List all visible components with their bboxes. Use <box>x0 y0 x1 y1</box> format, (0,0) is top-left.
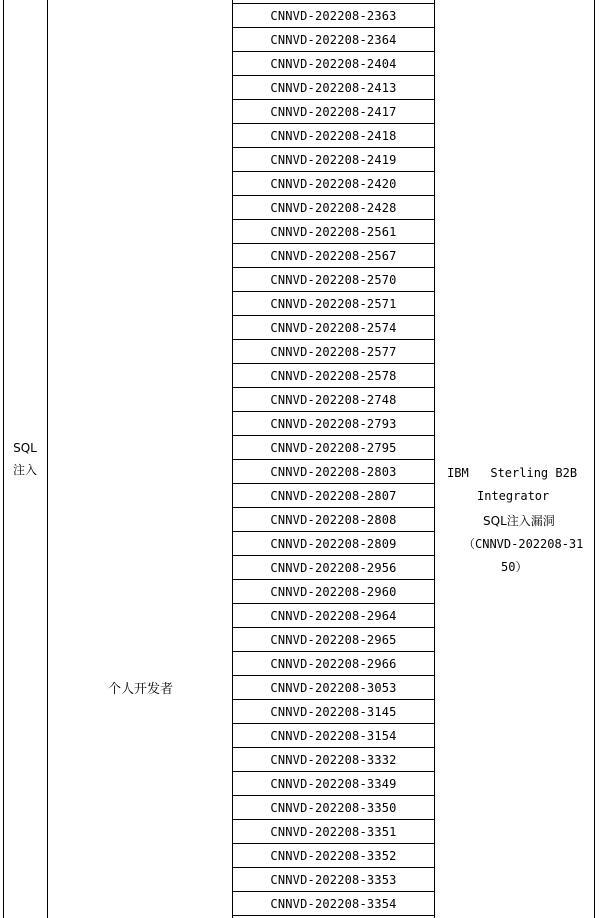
cnnvd-id-cell: CNNVD-202208-2807 <box>233 484 434 508</box>
cnnvd-id-cell: CNNVD-202208-2795 <box>233 436 434 460</box>
cnnvd-id-cell: CNNVD-202208-2803 <box>233 460 434 484</box>
cnnvd-id-cell: CNNVD-202208-2561 <box>233 220 434 244</box>
cnnvd-id-cell: CNNVD-202208-2418 <box>233 124 434 148</box>
cnnvd-id-cell: CNNVD-202208-2964 <box>233 604 434 628</box>
cnnvd-id-cell: CNNVD-202208-2404 <box>233 52 434 76</box>
cnnvd-id-cell: CNNVD-202208-3332 <box>233 748 434 772</box>
related-vuln-line: SQL注入漏洞 <box>483 514 555 528</box>
cnnvd-id-cell: CNNVD-202208-2419 <box>233 148 434 172</box>
cnnvd-id-cell: CNNVD-202208-2364 <box>233 28 434 52</box>
cnnvd-id-column <box>233 0 434 918</box>
cnnvd-id-cell: CNNVD-202208-2428 <box>233 196 434 220</box>
cnnvd-id-cell: CNNVD-202208-3351 <box>233 820 434 844</box>
cnnvd-id-cell: CNNVD-202208-2570 <box>233 268 434 292</box>
cnnvd-id-cell: CNNVD-202208-2578 <box>233 364 434 388</box>
related-vuln-cell <box>435 0 595 918</box>
cnnvd-id-cell: CNNVD-202208-2574 <box>233 316 434 340</box>
cnnvd-id-cell: CNNVD-202208-2420 <box>233 172 434 196</box>
cnnvd-id-cell: CNNVD-202208-2417 <box>233 100 434 124</box>
cnnvd-id-cell: CNNVD-202208-2966 <box>233 652 434 676</box>
cnnvd-id-cell: CNNVD-202208-2793 <box>233 412 434 436</box>
vuln-type-cell <box>3 0 47 918</box>
cnnvd-id-cell: CNNVD-202208-3354 <box>233 892 434 916</box>
cnnvd-id-cell: CNNVD-202208-3353 <box>233 868 434 892</box>
cnnvd-id-cell: CNNVD-202208-2363 <box>233 4 434 28</box>
related-vuln-line: IBM Sterling B2B <box>447 466 578 480</box>
cnnvd-id-cell: CNNVD-202208-2413 <box>233 76 434 100</box>
related-vuln-line: 50） <box>501 560 528 574</box>
cnnvd-id-cell: CNNVD-202208-2965 <box>233 628 434 652</box>
cnnvd-id-cell: CNNVD-202208-2571 <box>233 292 434 316</box>
owner-cell: 个人开发者 <box>107 681 173 697</box>
cnnvd-id-cell: CNNVD-202208-2577 <box>233 340 434 364</box>
cnnvd-id-cell: CNNVD-202208-2956 <box>233 556 434 580</box>
cnnvd-id-cell: CNNVD-202208-2808 <box>233 508 434 532</box>
cnnvd-id-cell: CNNVD-202208-2809 <box>233 532 434 556</box>
cnnvd-id-cell: CNNVD-202208-2960 <box>233 580 434 604</box>
cnnvd-id-cell: CNNVD-202208-3352 <box>233 844 434 868</box>
vuln-type-line: SQL <box>13 441 37 455</box>
vuln-type-line: 注入 <box>12 463 37 477</box>
cnnvd-id-cell: CNNVD-202208-2567 <box>233 244 434 268</box>
cnnvd-id-cell: CNNVD-202208-3349 <box>233 772 434 796</box>
related-vuln-line: Integrator <box>477 489 550 503</box>
cnnvd-id-cell: CNNVD-202208-3053 <box>233 676 434 700</box>
cnnvd-id-cell: CNNVD-202208-2748 <box>233 388 434 412</box>
cnnvd-id-cell: CNNVD-202208-3350 <box>233 796 434 820</box>
column-divider <box>47 0 48 918</box>
cnnvd-id-cell: CNNVD-202208-3154 <box>233 724 434 748</box>
related-vuln-line: （CNNVD-202208-31 <box>463 537 584 551</box>
cnnvd-id-cell: CNNVD-202208-3145 <box>233 700 434 724</box>
